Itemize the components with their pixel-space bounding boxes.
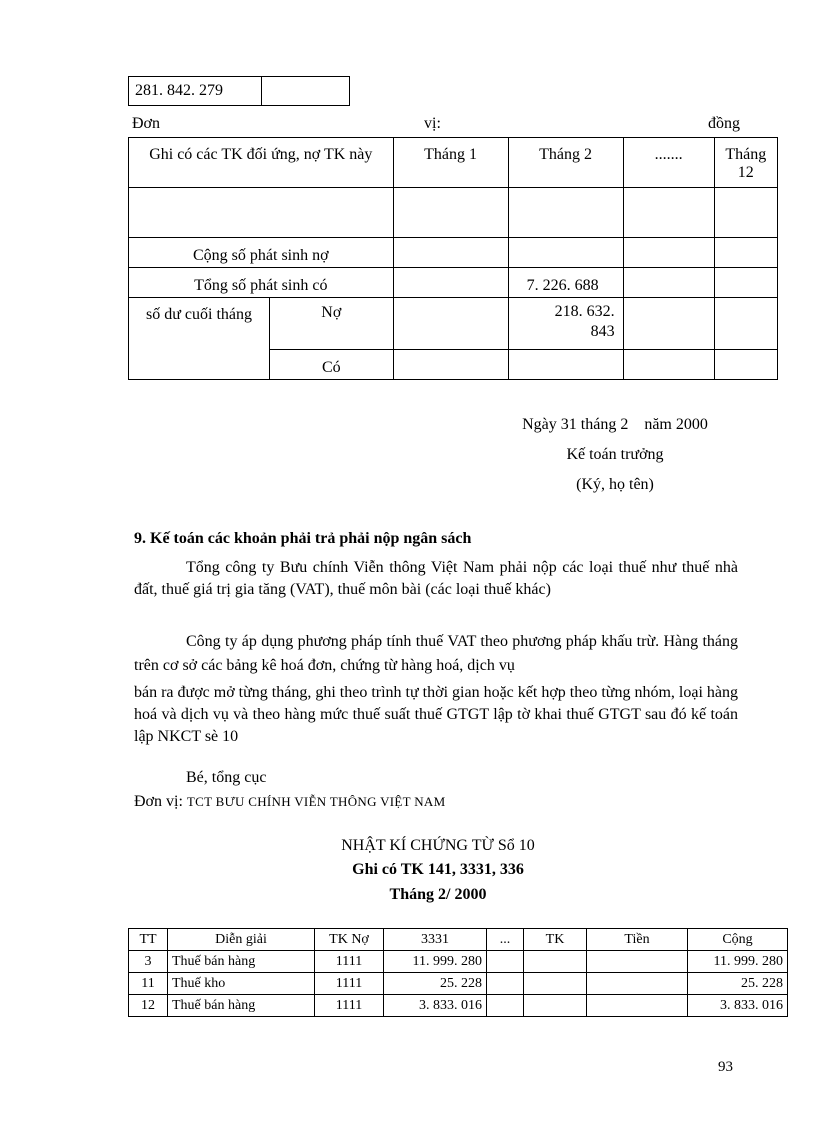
journal-cell: [524, 951, 587, 973]
journal-cell: [587, 973, 688, 995]
journal-cell: Thuế bán hàng: [168, 995, 315, 1017]
page-number: 93: [718, 1059, 733, 1075]
journal-cell: 3. 833. 016: [384, 995, 487, 1017]
section-paragraph-2: Công ty áp dụng phương pháp tính thuế VAT theo phương pháp khấu trừ. Hàng tháng trên cơ sở các bảng kê hoá đơn, chứng từ hàng hoá, dịch vụ: [134, 633, 738, 674]
unit-word-1: Đơn: [132, 115, 161, 132]
journal-col-total: Cộng: [688, 929, 788, 951]
signature-date: Ngày 31 tháng 2 năm 2000: [522, 416, 708, 433]
unit-word-2: vị:: [424, 115, 441, 132]
journal-col-money: Tiền: [587, 929, 688, 951]
journal-cell: 11. 999. 280: [384, 951, 487, 973]
journal-cell: [487, 951, 524, 973]
unit-line: [132, 115, 740, 135]
journal-cell: 3. 833. 016: [688, 995, 788, 1017]
signature-note: (Ký, họ tên): [576, 476, 654, 493]
ledger-table: [128, 137, 778, 380]
carryover-value: 281. 842. 279: [129, 77, 262, 106]
journal-col-tt: TT: [129, 929, 168, 951]
unit-info-name: TCT BƯU CHÍNH VIỄN THÔNG VIỆT NAM: [186, 794, 446, 809]
journal-table: [128, 928, 788, 1017]
journal-cell: 25. 228: [688, 973, 788, 995]
ledger-header-first: Ghi có các TK đối ứng, nợ TK này: [129, 138, 394, 188]
journal-cell: [487, 973, 524, 995]
journal-cell: 25. 228: [384, 973, 487, 995]
balance-debit-month2: 218. 632. 843: [508, 298, 623, 350]
section-heading: 9. Kế toán các khoản phải trả phải nộp ngân sách: [134, 530, 472, 547]
journal-subtitle: Ghi có TK 141, 3331, 336: [352, 861, 524, 878]
journal-cell: [524, 973, 587, 995]
journal-cell: [524, 995, 587, 1017]
total-credit-label: Tổng số phát sinh có: [129, 268, 394, 298]
ledger-header-month1: Tháng 1: [393, 138, 508, 188]
journal-row: [129, 951, 788, 973]
balance-label: số dư cuối tháng: [129, 298, 270, 380]
journal-col-tk: TK: [524, 929, 587, 951]
balance-credit-label: Có: [270, 350, 394, 380]
journal-cell: 1111: [315, 951, 384, 973]
journal-row: [129, 973, 788, 995]
journal-cell: Thuế bán hàng: [168, 951, 315, 973]
ledger-row-total-credit: [129, 268, 778, 298]
journal-cell: [587, 951, 688, 973]
unit-info-line: [134, 793, 445, 811]
journal-col-desc: Diễn giải: [168, 929, 315, 951]
ministry-line: Bé, tổng cục: [186, 769, 267, 786]
journal-cell: Thuế kho: [168, 973, 315, 995]
total-credit-month2: 7. 226. 688: [508, 268, 623, 298]
journal-col-ellipsis: ...: [487, 929, 524, 951]
journal-cell: 12: [129, 995, 168, 1017]
journal-cell: [587, 995, 688, 1017]
section-paragraph-3: bán ra được mở từng tháng, ghi theo trình tự thời gian hoặc kết hợp theo từng nhóm, loại hàng hoá và dịch vụ và theo hàng mức thuế suất thuế GTGT lập tờ khai thuế GTGT sau đó kế toán lập NKCT sè 10: [134, 684, 738, 745]
ledger-header-dots: .......: [623, 138, 714, 188]
journal-header-row: [129, 929, 788, 951]
ledger-empty-row: [129, 188, 778, 238]
ledger-header-month12: Tháng 12: [714, 138, 777, 188]
journal-cell: [487, 995, 524, 1017]
journal-cell: 3: [129, 951, 168, 973]
balance-debit-label: Nợ: [270, 298, 394, 350]
journal-cell: 11: [129, 973, 168, 995]
journal-cell: 11. 999. 280: [688, 951, 788, 973]
journal-col-3331: 3331: [384, 929, 487, 951]
ledger-header-month2: Tháng 2: [508, 138, 623, 188]
journal-cell: 1111: [315, 973, 384, 995]
journal-cell: 1111: [315, 995, 384, 1017]
signature-role: Kế toán trưởng: [566, 446, 664, 463]
journal-col-debit-account: TK Nợ: [315, 929, 384, 951]
journal-title: NHẬT KÍ CHỨNG TỪ Sổ 10: [341, 837, 535, 854]
unit-word-3: đồng: [708, 115, 740, 132]
total-debit-label: Cộng số phát sinh nợ: [129, 238, 394, 268]
carryover-table: [128, 76, 350, 106]
ledger-row-total-debit: [129, 238, 778, 268]
carryover-empty-cell: [262, 77, 350, 106]
journal-row: [129, 995, 788, 1017]
unit-info-label: Đơn vị:: [134, 793, 183, 810]
ledger-row-balance-debit: [129, 298, 778, 350]
journal-period: Tháng 2/ 2000: [389, 886, 487, 903]
section-paragraph-1: Tổng công ty Bưu chính Viễn thông Việt Nam phải nộp các loại thuế như thuế nhà đất, thuế giá trị gia tăng (VAT), thuế môn bài (các loại thuế khác): [134, 559, 738, 598]
